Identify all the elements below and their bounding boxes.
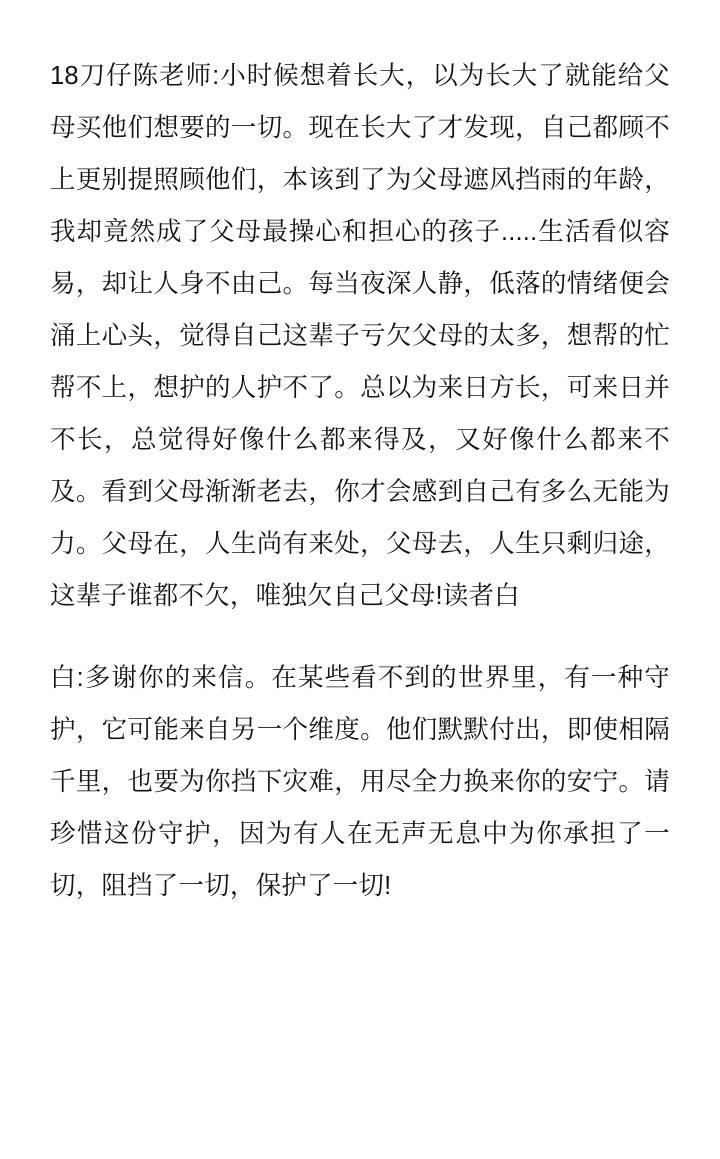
paragraph-reader-letter: 18刀仔陈老师:小时候想着长大，以为长大了就能给父母买他们想要的一切。现在长大了才发现，自己都顾不上更别提照顾他们，本该到了为父母遮风挡雨的年龄，我却竟然成了父母最操心和担心的孩子.....生活看似容易，却让人身不由己。每当夜深人静，低落的情绪便会涌上心头，觉得自己这辈子亏欠父母的太多，想帮的忙帮不上，想护的人护不了。总以为来日方长，可来日并不长，总觉得好像什么都来得及，又好像什么都来不及。看到父母渐渐老去，你才会感到自己有多么无能为力。父母在，人生尚有来处，父母去，人生只剩归途，这辈子谁都不欠，唯独欠自己父母!读者白 xyxy=(50,61,670,610)
paragraph-reply-letter: 白:多谢你的来信。在某些看不到的世界里，有一种守护，它可能来自另一个维度。他们默默付出，即使相隔千里，也要为你挡下灾难，用尽全力换来你的安宁。请珍惜这份守护，因为有人在无声无息中为你承担了一切，阻挡了一切，保护了一切! xyxy=(50,663,670,900)
